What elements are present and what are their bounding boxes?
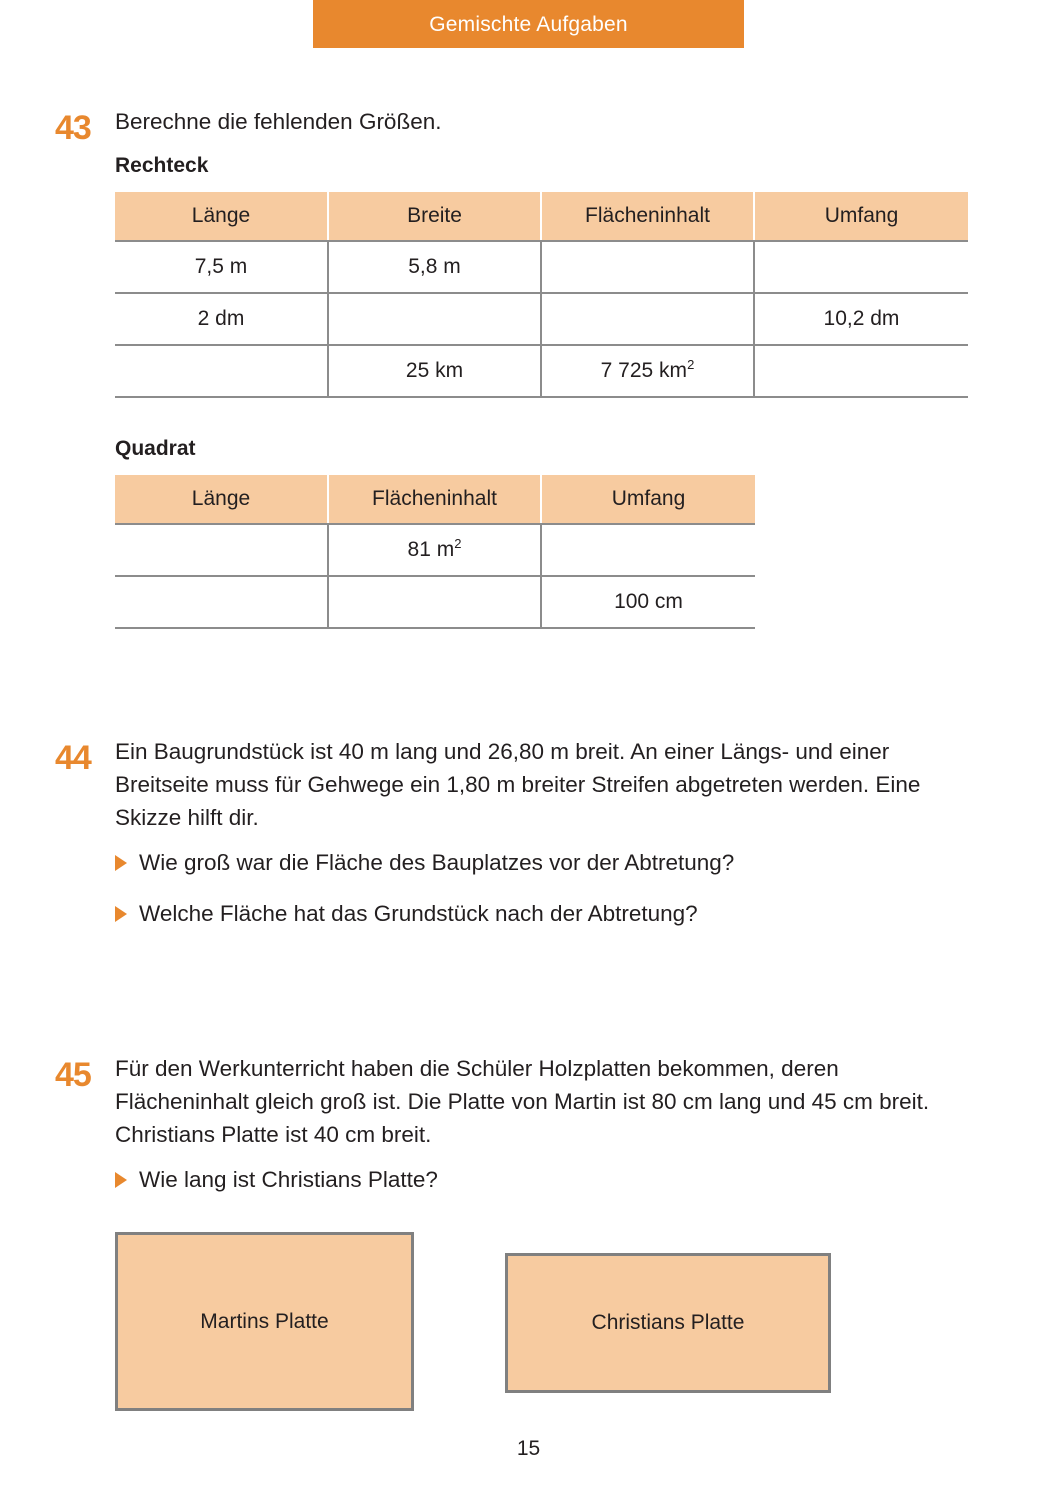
cell-answer[interactable] xyxy=(754,345,968,397)
cell-answer[interactable] xyxy=(754,241,968,293)
table-caption-rechteck: Rechteck xyxy=(115,154,209,177)
section-banner-title: Gemischte Aufgaben xyxy=(429,12,628,36)
cell-answer[interactable] xyxy=(115,345,328,397)
list-item xyxy=(115,897,970,930)
exercise-44-prompt: Ein Baugrundstück ist 40 m lang und 26,80 m breit. An einer Längs- und einer Breitseite muss für Gehwege ein 1,80 m breiter Streifen abgetreten werden. Eine Skizze hilft dir. xyxy=(115,739,921,830)
figure-martins-platte xyxy=(115,1232,414,1411)
column-header-laenge: Länge xyxy=(115,475,328,524)
exercise-43-number: 43 xyxy=(55,109,91,147)
exercise-44-number: 44 xyxy=(55,739,91,777)
exercise-44-bullet-list xyxy=(115,846,970,930)
table-rechteck-header-row xyxy=(115,192,968,241)
table-row xyxy=(115,241,968,293)
table-row xyxy=(115,524,755,576)
figure-label-martins-platte: Martins Platte xyxy=(200,1309,329,1333)
bullet-label: Wie lang ist Christians Platte? xyxy=(139,1167,438,1192)
cell-answer[interactable] xyxy=(328,293,541,345)
table-quadrat xyxy=(115,475,755,629)
cell-answer[interactable] xyxy=(541,293,754,345)
table-caption-quadrat: Quadrat xyxy=(115,437,196,460)
triangle-bullet-icon xyxy=(115,906,127,922)
bullet-label: Welche Fläche hat das Grundstück nach der Abtretung? xyxy=(139,901,698,926)
cell-answer[interactable]: 100 cm xyxy=(541,576,755,628)
exercise-45-prompt: Für den Werkunterricht haben die Schüler Holzplatten bekommen, deren Flächeninhalt gleich groß ist. Die Platte von Martin ist 80 cm lang und 45 cm breit. Christians Platte ist 40 cm breit. xyxy=(115,1056,930,1147)
list-item xyxy=(115,846,970,879)
cell-answer[interactable] xyxy=(115,576,328,628)
page-header xyxy=(0,0,1057,56)
cell-answer[interactable] xyxy=(328,576,541,628)
column-header-flaecheninhalt: Flächeninhalt xyxy=(541,192,754,241)
figure-label-christians-platte: Christians Platte xyxy=(591,1311,745,1334)
bullet-label: Wie groß war die Fläche des Bauplatzes vor der Abtretung? xyxy=(139,850,735,875)
exercise-45-number: 45 xyxy=(55,1056,91,1094)
triangle-bullet-icon xyxy=(115,855,127,871)
column-header-umfang: Umfang xyxy=(541,475,755,524)
cell-answer[interactable]: 7 725 $km^2$ xyxy=(541,345,754,397)
column-header-breite: Breite xyxy=(328,192,541,241)
cell-answer[interactable]: 7,5 m xyxy=(115,241,328,293)
cell-answer[interactable]: 10,2 dm xyxy=(754,293,968,345)
exercise-45-bullet-list xyxy=(115,1163,970,1196)
cell-answer[interactable]: 2 dm xyxy=(115,293,328,345)
table-rechteck xyxy=(115,192,968,398)
table-row xyxy=(115,576,755,628)
cell-answer[interactable] xyxy=(115,524,328,576)
cell-answer[interactable]: 25 km xyxy=(328,345,541,397)
section-banner xyxy=(313,0,744,48)
cell-answer[interactable] xyxy=(541,241,754,293)
column-header-laenge: Länge xyxy=(115,192,328,241)
cell-answer[interactable]: 81 $m^2$ xyxy=(328,524,541,576)
table-quadrat-header-row xyxy=(115,475,755,524)
table-row xyxy=(115,345,968,397)
column-header-umfang: Umfang xyxy=(754,192,968,241)
cell-answer[interactable]: 5,8 m xyxy=(328,241,541,293)
list-item xyxy=(115,1163,970,1196)
triangle-bullet-icon xyxy=(115,1172,127,1188)
exercise-43-prompt: Berechne die fehlenden Größen. xyxy=(115,109,442,134)
column-header-flaecheninhalt: Flächeninhalt xyxy=(328,475,541,524)
figure-christians-platte xyxy=(505,1253,831,1393)
page-number: 15 xyxy=(516,1437,541,1460)
cell-answer[interactable] xyxy=(541,524,755,576)
table-row xyxy=(115,293,968,345)
